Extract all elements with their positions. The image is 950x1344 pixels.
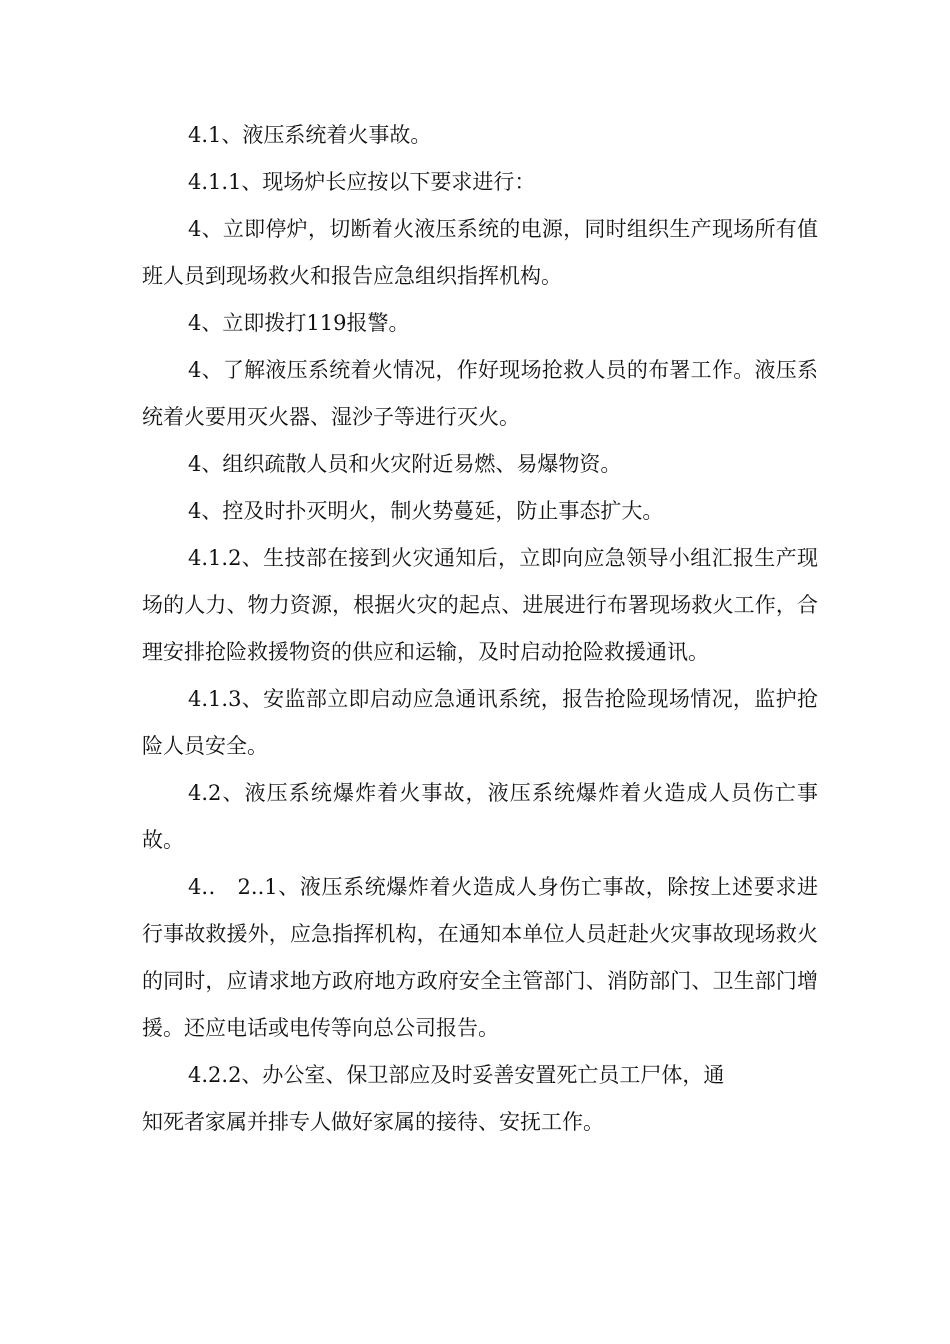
paragraph-4-1: 4.1、液压系统着火事故。 [188, 123, 432, 147]
paragraph-item-understand-fire: 4、了解液压系统着火情况，作好现场抢救人员的布署工作。液压系统着火要用灭火器、湿沙子等进行灭火。 [142, 358, 818, 429]
paragraph-4-2-1: 4.． 2..1、液压系统爆炸着火造成人身伤亡事故，除按上述要求进行事故救援外，应急指挥机构，在通知本单位人员赶赴火灾事故现场救火的同时，应请求地方政府地方政府安全主管部门、消防部门、卫生部门增援。还应电话或电传等向总公司报告。 [142, 875, 819, 1040]
paragraph-4-2-2: 4.2.2、办公室、保卫部应及时妥善安置死亡员工尸体，通 [188, 1063, 725, 1087]
paragraph-4-1-2: 4.1.2、生技部在接到火灾通知后，立即向应急领导小组汇报生产现场的人力、物力资源，根据火灾的起点、进展进行布署现场救火工作，合理安排抢险救援物资的供应和运输，及时启动抢险救援通讯。 [142, 546, 818, 664]
paragraph-4-1-1: 4.1.1、现场炉长应按以下要求进行： [188, 170, 536, 194]
paragraph-item-extinguish: 4、控及时扑灭明火，制火势蔓延，防止事态扩大。 [188, 499, 664, 523]
paragraph-item-call-119: 4、立即拨打119报警。 [188, 311, 410, 335]
paragraph-4-2-2-continued: 知死者家属并排专人做好家属的接待、安抚工作。 [142, 1110, 604, 1134]
paragraph-4-1-3: 4.1.3、安监部立即启动应急通讯系统，报告抢险现场情况，监护抢险人员安全。 [142, 687, 818, 758]
paragraph-4-2: 4.2、液压系统爆炸着火事故，液压系统爆炸着火造成人员伤亡事故。 [142, 781, 818, 852]
paragraph-item-stop-furnace: 4、立即停炉，切断着火液压系统的电源，同时组织生产现场所有值班人员到现场救火和报告应急组织指挥机构。 [142, 217, 818, 288]
document-body [142, 112, 818, 1146]
paragraph-item-evacuate: 4、组织疏散人员和火灾附近易燃、易爆物资。 [188, 452, 622, 476]
